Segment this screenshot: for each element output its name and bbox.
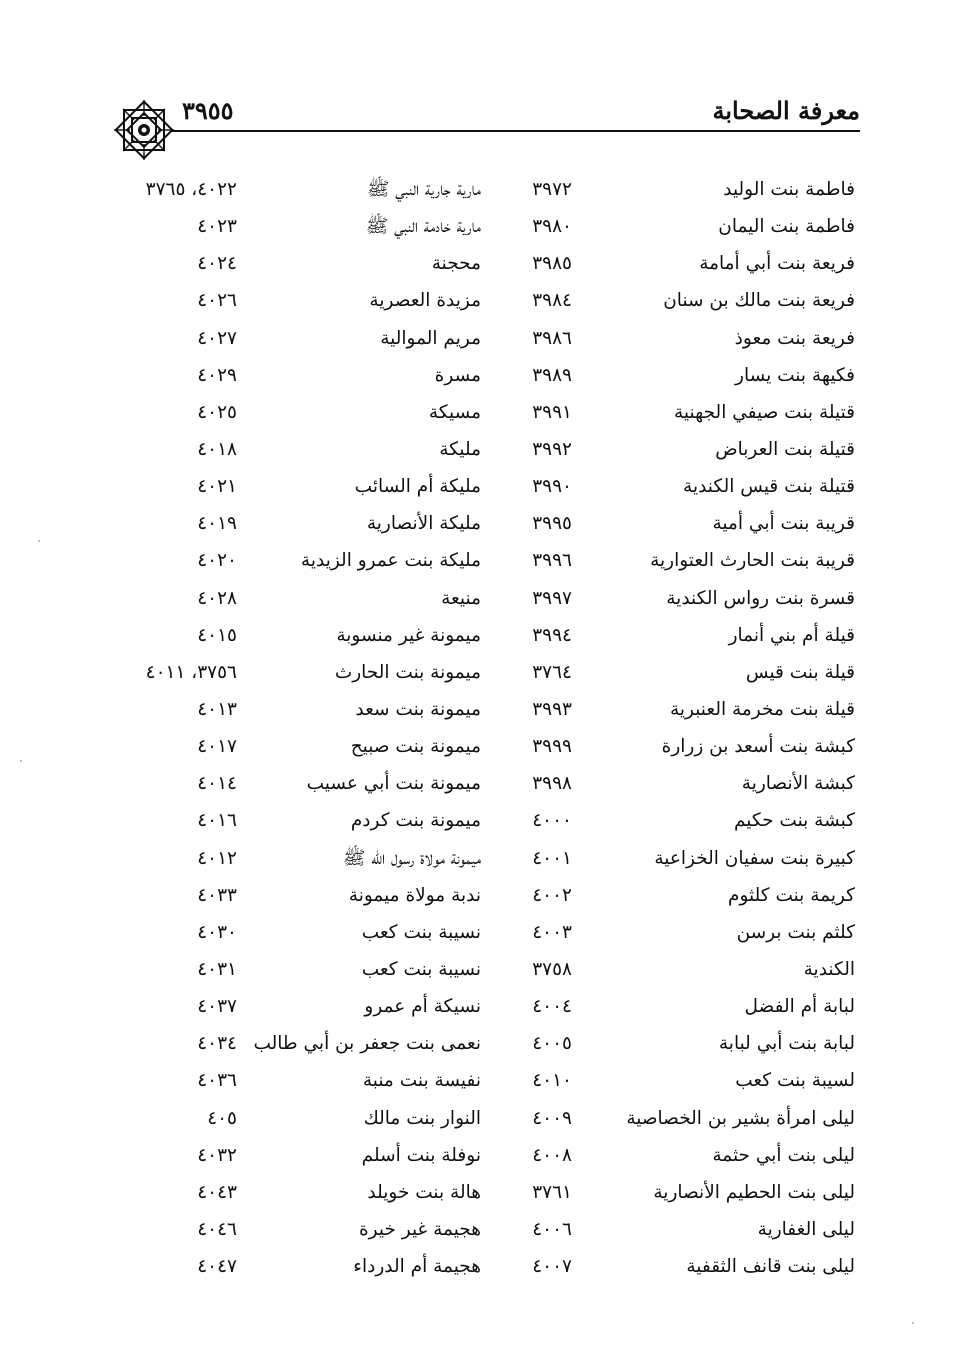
- entry-number-left: ٤٠٢٩: [197, 364, 237, 386]
- entry-number-right: ٤٠١٠: [532, 1070, 572, 1092]
- entry-name-left: نسيبة بنت كعب: [361, 958, 481, 980]
- entry-number-left: ٤٠٤٧: [197, 1256, 237, 1278]
- entry-number-left: ٤٠٢٠: [197, 550, 237, 572]
- entry-number-left: ٤٠٥: [207, 1107, 237, 1129]
- entry-name-right: قريبة بنت أبي أمية: [712, 513, 855, 535]
- table-row: [0, 729, 953, 766]
- entry-name-right: قتيلة بنت قيس الكندية: [683, 476, 855, 498]
- entry-number-left: ٤٠١٨: [197, 438, 237, 460]
- header-rule: [170, 130, 860, 132]
- entry-number-left: ٣٧٥٦، ٤٠١١: [145, 661, 237, 683]
- entry-number-right: ٣٩٩٨: [532, 773, 572, 795]
- entry-name-left: مليكة بنت عمرو الزيدية: [300, 550, 481, 572]
- entry-number-right: ٤٠٠٦: [532, 1218, 572, 1240]
- entry-name-left: منيعة: [441, 587, 481, 609]
- entry-number-right: ٣٩٨٠: [532, 216, 572, 238]
- entry-number-right: ٣٩٨٥: [532, 253, 572, 275]
- entry-name-left: مليكة: [439, 438, 481, 460]
- table-row: [0, 246, 953, 283]
- entry-number-right: ٣٩٨٦: [532, 327, 572, 349]
- entry-number-left: ٤٠٢٨: [197, 587, 237, 609]
- entry-number-left: ٤٠٢٧: [197, 327, 237, 349]
- entry-name-left: ميمونة بنت أبي عسيب: [306, 773, 481, 795]
- entry-name-left: نوفلة بنت أسلم: [361, 1144, 481, 1166]
- table-row: [0, 209, 953, 246]
- table-row: [0, 172, 953, 209]
- entry-name-right: قتيلة بنت صيفي الجهنية: [674, 401, 855, 423]
- entry-name-left: هالة بنت خويلد: [367, 1181, 481, 1203]
- entry-name-right: قيلة بنت قيس: [745, 661, 855, 683]
- entry-number-left: ٤٠١٩: [197, 513, 237, 535]
- entry-number-right: ٣٩٨٩: [532, 364, 572, 386]
- entry-name-left: محجنة: [431, 253, 481, 275]
- table-row: [0, 506, 953, 543]
- table-row: [0, 1175, 953, 1212]
- table-row: [0, 283, 953, 320]
- entry-number-right: ٣٩٩٢: [532, 438, 572, 460]
- entry-name-left: ميمونة بنت كردم: [350, 810, 481, 832]
- table-row: [0, 358, 953, 395]
- table-row: [0, 1212, 953, 1249]
- entry-name-right: كريمة بنت كلثوم: [728, 884, 855, 906]
- entry-name-right: كلثم بنت برسن: [736, 921, 855, 943]
- entry-number-right: ٤٠٠٩: [532, 1107, 572, 1129]
- entry-number-left: ٤٠٣٦: [197, 1070, 237, 1092]
- entry-number-right: ٣٧٦٤: [532, 661, 572, 683]
- entry-name-right: فاطمة بنت اليمان: [718, 216, 855, 238]
- octagonal-star-ornament-icon: [110, 96, 178, 164]
- entry-number-right: ٣٧٥٨: [532, 958, 572, 980]
- entry-name-left: مارية خادمة النبي ﷺ: [365, 216, 481, 238]
- entry-number-left: ٤٠١٣: [197, 698, 237, 720]
- entry-name-right: كبشة بنت أسعد بن زرارة: [661, 736, 855, 758]
- entry-name-right: كبشة الأنصارية: [741, 773, 855, 795]
- entry-name-left: نعمى بنت جعفر بن أبي طالب: [253, 1033, 481, 1055]
- entry-number-left: ٤٠٢٣: [197, 216, 237, 238]
- entry-number-left: ٤٠١٢: [197, 847, 237, 869]
- entry-name-left: مسرة: [434, 364, 481, 386]
- table-row: [0, 321, 953, 358]
- table-row: [0, 915, 953, 952]
- entry-number-right: ٣٩٨٤: [532, 290, 572, 312]
- table-row: [0, 803, 953, 840]
- entry-number-left: ٤٠٣٠: [197, 921, 237, 943]
- entry-name-left: هجيمة أم الدرداء: [353, 1256, 481, 1278]
- table-row: [0, 1026, 953, 1063]
- entry-name-right: قيلة أم بني أنمار: [728, 624, 855, 646]
- entry-number-right: ٣٩٩٥: [532, 513, 572, 535]
- entry-number-right: ٤٠٠٧: [532, 1256, 572, 1278]
- entry-name-left: هجيمة غير خيرة: [358, 1218, 481, 1240]
- entry-number-left: ٤٠٢٦: [197, 290, 237, 312]
- entry-number-right: ٣٩٩٣: [532, 698, 572, 720]
- page-number: ٣٩٥٥: [182, 96, 234, 125]
- entry-number-left: ٤٠٤٦: [197, 1218, 237, 1240]
- table-row: [0, 766, 953, 803]
- entry-number-left: ٤٠٢١: [197, 476, 237, 498]
- entry-number-right: ٤٠٠٠: [532, 810, 572, 832]
- entry-name-right: فكيهة بنت يسار: [735, 364, 855, 386]
- entry-number-right: ٣٩٩٤: [532, 624, 572, 646]
- entry-number-right: ٤٠٠٥: [532, 1033, 572, 1055]
- table-row: [0, 581, 953, 618]
- entry-number-left: ٤٠٢٤: [197, 253, 237, 275]
- entry-number-right: ٣٩٩٩: [532, 736, 572, 758]
- entry-name-right: فاطمة بنت الوليد: [723, 179, 855, 200]
- entry-number-left: ٤٠٢٢، ٣٧٦٥: [145, 179, 237, 200]
- entry-name-left: النوار بنت مالك: [363, 1107, 481, 1129]
- entry-number-right: ٤٠٠٣: [532, 921, 572, 943]
- entry-number-right: ٤٠٠٤: [532, 996, 572, 1018]
- entry-name-right: ليلى بنت قانف الثقفية: [686, 1256, 855, 1278]
- table-row: [0, 1138, 953, 1175]
- entry-name-left: نسيكة أم عمرو: [364, 996, 481, 1018]
- entry-number-right: ٣٩٩٧: [532, 587, 572, 609]
- entry-name-right: الكندية: [803, 958, 855, 980]
- scan-speck: [38, 540, 40, 542]
- table-row: [0, 655, 953, 692]
- scan-speck: [20, 760, 22, 762]
- table-row: [0, 618, 953, 655]
- entry-name-right: قيلة بنت مخرمة العنبرية: [669, 698, 855, 720]
- table-row: [0, 469, 953, 506]
- entry-name-right: قتيلة بنت العرباض: [715, 438, 855, 460]
- entry-name-left: ميمونة بنت الحارث: [334, 661, 481, 683]
- entry-name-right: ليلى امرأة بشير بن الخصاصية: [626, 1107, 855, 1129]
- entry-name-right: قريبة بنت الحارث العتوارية: [650, 550, 855, 572]
- entry-name-left: مزيدة العصرية: [369, 290, 481, 312]
- table-row: [0, 841, 953, 878]
- table-row: [0, 692, 953, 729]
- entry-number-left: ٤٠٣٤: [197, 1033, 237, 1055]
- entry-name-right: كبشة بنت حكيم: [733, 810, 855, 832]
- entry-name-left: مليكة أم السائب: [354, 476, 481, 498]
- table-row: [0, 878, 953, 915]
- entry-name-right: ليلى بنت أبي حثمة: [712, 1144, 855, 1166]
- entry-name-right: ليلى بنت الحطيم الأنصارية: [653, 1181, 855, 1203]
- entry-number-right: ٣٧٦١: [532, 1181, 572, 1203]
- entry-name-left: مارية جارية النبي ﷺ: [367, 179, 481, 200]
- entry-name-left: ندبة مولاة ميمونة: [348, 884, 481, 906]
- entry-number-left: ٤٠٢٥: [197, 401, 237, 423]
- entry-number-left: ٤٠١٧: [197, 736, 237, 758]
- index-table: [0, 172, 953, 1286]
- table-row: [0, 1249, 953, 1286]
- entry-number-right: ٣٩٩١: [532, 401, 572, 423]
- running-title: معرفة الصحابة: [712, 96, 860, 125]
- table-row: [0, 952, 953, 989]
- entry-number-right: ٤٠٠١: [532, 847, 572, 869]
- entry-number-right: ٣٩٩٠: [532, 476, 572, 498]
- page-header: [110, 96, 860, 136]
- entry-number-left: ٤٠٣٣: [197, 884, 237, 906]
- entry-name-left: مليكة الأنصارية: [366, 513, 481, 535]
- entry-name-right: لبابة أم الفضل: [744, 996, 855, 1018]
- scan-speck: [912, 1322, 914, 1324]
- table-row: [0, 543, 953, 580]
- entry-number-left: ٤٠٣١: [197, 958, 237, 980]
- entry-name-right: لسيبة بنت كعب: [735, 1070, 855, 1092]
- entry-name-left: ميمونة غير منسوبة: [336, 624, 481, 646]
- table-row: [0, 395, 953, 432]
- table-row: [0, 432, 953, 469]
- entry-number-left: ٤٠٤٣: [197, 1181, 237, 1203]
- entry-name-right: فريعة بنت مالك بن سنان: [663, 290, 855, 312]
- entry-number-right: ٣٩٧٢: [532, 179, 572, 200]
- entry-name-right: كبيرة بنت سفيان الخزاعية: [654, 847, 855, 869]
- entry-number-left: ٤٠١٥: [197, 624, 237, 646]
- entry-name-right: فريعة بنت معوذ: [734, 327, 855, 349]
- entry-name-right: فريعة بنت أبي أمامة: [699, 253, 855, 275]
- entry-name-left: مسيكة: [428, 401, 481, 423]
- table-row: [0, 989, 953, 1026]
- entry-name-right: لبابة بنت أبي لبابة: [718, 1033, 855, 1055]
- entry-number-right: ٣٩٩٦: [532, 550, 572, 572]
- entry-name-left: ميمونة بنت صبيح: [350, 736, 481, 758]
- entry-name-right: قسرة بنت رواس الكندية: [666, 587, 855, 609]
- entry-number-left: ٤٠٣٧: [197, 996, 237, 1018]
- entry-number-right: ٤٠٠٨: [532, 1144, 572, 1166]
- entry-number-right: ٤٠٠٢: [532, 884, 572, 906]
- entry-name-right: ليلى الغفارية: [757, 1218, 855, 1240]
- table-row: [0, 1101, 953, 1138]
- entry-name-left: ميمونة بنت سعد: [355, 698, 481, 720]
- entry-number-left: ٤٠١٤: [197, 773, 237, 795]
- entry-number-left: ٤٠١٦: [197, 810, 237, 832]
- entry-name-left: مريم الموالية: [380, 327, 481, 349]
- entry-name-left: ميمونة مولاة رسول الله ﷺ: [343, 847, 481, 869]
- entry-name-left: نسيبة بنت كعب: [361, 921, 481, 943]
- entry-name-left: نفيسة بنت منبة: [362, 1070, 481, 1092]
- entry-number-left: ٤٠٣٢: [197, 1144, 237, 1166]
- table-row: [0, 1063, 953, 1100]
